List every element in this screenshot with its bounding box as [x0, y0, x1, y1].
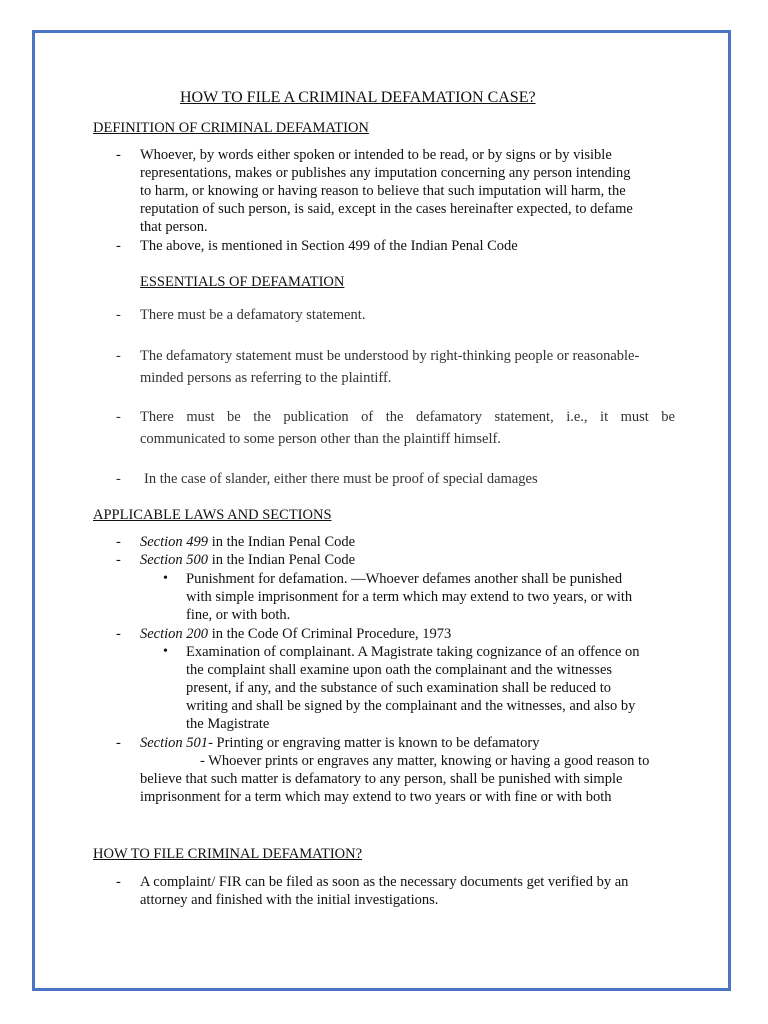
section-499-line: [140, 533, 355, 551]
filing-heading: HOW TO FILE CRIMINAL DEFAMATION?: [93, 846, 363, 862]
definition-line-5: that person.: [140, 219, 208, 235]
definition-line-3: to harm, or knowing or having reason to believe that such imputation will harm, the: [140, 183, 626, 199]
section-200-bullet-line-4: writing and shall be signed by the complainant and the witnesses, and also by: [186, 698, 636, 714]
section-501-detail-line-2: believe that such matter is defamatory to any person, shall be punished with simple: [140, 771, 623, 787]
section-501-detail-line-1: - Whoever prints or engraves any matter, knowing or having a good reason to: [200, 753, 650, 769]
section-500-text: in the Indian Penal Code: [208, 552, 356, 568]
dash-marker: -: [116, 409, 121, 425]
dash-marker: -: [116, 626, 121, 642]
section-200-line: [140, 625, 451, 643]
laws-heading: APPLICABLE LAWS AND SECTIONS: [93, 507, 332, 523]
document-title: HOW TO FILE A CRIMINAL DEFAMATION CASE?: [180, 89, 536, 106]
section-501-label: Section 501: [140, 735, 209, 751]
essentials-item-4: In the case of slander, either there must be proof of special damages: [144, 471, 538, 487]
definition-line-4: reputation of such person, is said, except in the cases hereinafter expected, to defame: [140, 201, 633, 217]
section-499-text: in the Indian Penal Code: [208, 534, 356, 550]
essentials-item-2-line-1: The defamatory statement must be understood by right-thinking people or reasonable-: [140, 348, 640, 364]
section-200-label: Section 200: [140, 626, 209, 642]
section-200-bullet-line-3: present, if any, and the substance of such examination shall be reduced to: [186, 680, 612, 696]
definition-heading: DEFINITION OF CRIMINAL DEFAMATION: [93, 120, 369, 136]
bullet-marker: •: [163, 644, 168, 659]
section-501-text: - Printing or engraving matter is known to be defamatory: [208, 735, 540, 751]
essentials-heading: ESSENTIALS OF DEFAMATION: [140, 274, 345, 290]
section-500-bullet-line-1: Punishment for defamation. —Whoever defames another shall be punished: [186, 571, 623, 587]
section-200-bullet-line-2: the complaint shall examine upon oath the complainant and the witnesses: [186, 662, 613, 678]
dash-marker: -: [116, 471, 121, 487]
dash-marker: -: [116, 348, 121, 364]
section-500-line: [140, 551, 355, 569]
dash-marker: -: [116, 534, 121, 550]
filing-line-1: A complaint/ FIR can be filed as soon as the necessary documents get verified by an: [140, 874, 629, 890]
definition-line-1: Whoever, by words either spoken or intended to be read, or by signs or by visible: [140, 147, 612, 163]
section-500-label: Section 500: [140, 552, 209, 568]
dash-marker: -: [116, 735, 121, 751]
section-200-bullet-line-5: the Magistrate: [186, 716, 270, 732]
section-499-label: Section 499: [140, 534, 209, 550]
section-200-text: in the Code Of Criminal Procedure, 1973: [208, 626, 452, 642]
section-200-bullet-line-1: Examination of complainant. A Magistrate taking cognizance of an offence on: [186, 644, 640, 660]
dash-marker: -: [116, 147, 121, 163]
section-501-detail-line-3: imprisonment for a term which may extend to two years or with fine or with both: [140, 789, 612, 805]
dash-marker: -: [116, 238, 121, 254]
essentials-item-3-line-1: There must be the publication of the defamatory statement, i.e., it must be: [140, 409, 675, 425]
filing-line-2: attorney and finished with the initial investigations.: [140, 892, 439, 908]
section-500-bullet-line-2: with simple imprisonment for a term which may extend to two years, or with: [186, 589, 633, 605]
essentials-item-3-line-2: communicated to some person other than the plaintiff himself.: [140, 431, 501, 447]
essentials-item-1: There must be a defamatory statement.: [140, 307, 366, 323]
dash-marker: -: [116, 552, 121, 568]
dash-marker: -: [116, 307, 121, 323]
bullet-marker: •: [163, 571, 168, 586]
essentials-item-2-line-2: minded persons as referring to the plaintiff.: [140, 370, 392, 386]
section-500-bullet-line-3: fine, or with both.: [186, 607, 291, 623]
section-501-line: [140, 734, 539, 752]
dash-marker: -: [116, 874, 121, 890]
definition-line-2: representations, makes or publishes any imputation concerning any person intending: [140, 165, 631, 181]
definition-item-2: The above, is mentioned in Section 499 of the Indian Penal Code: [140, 238, 518, 254]
